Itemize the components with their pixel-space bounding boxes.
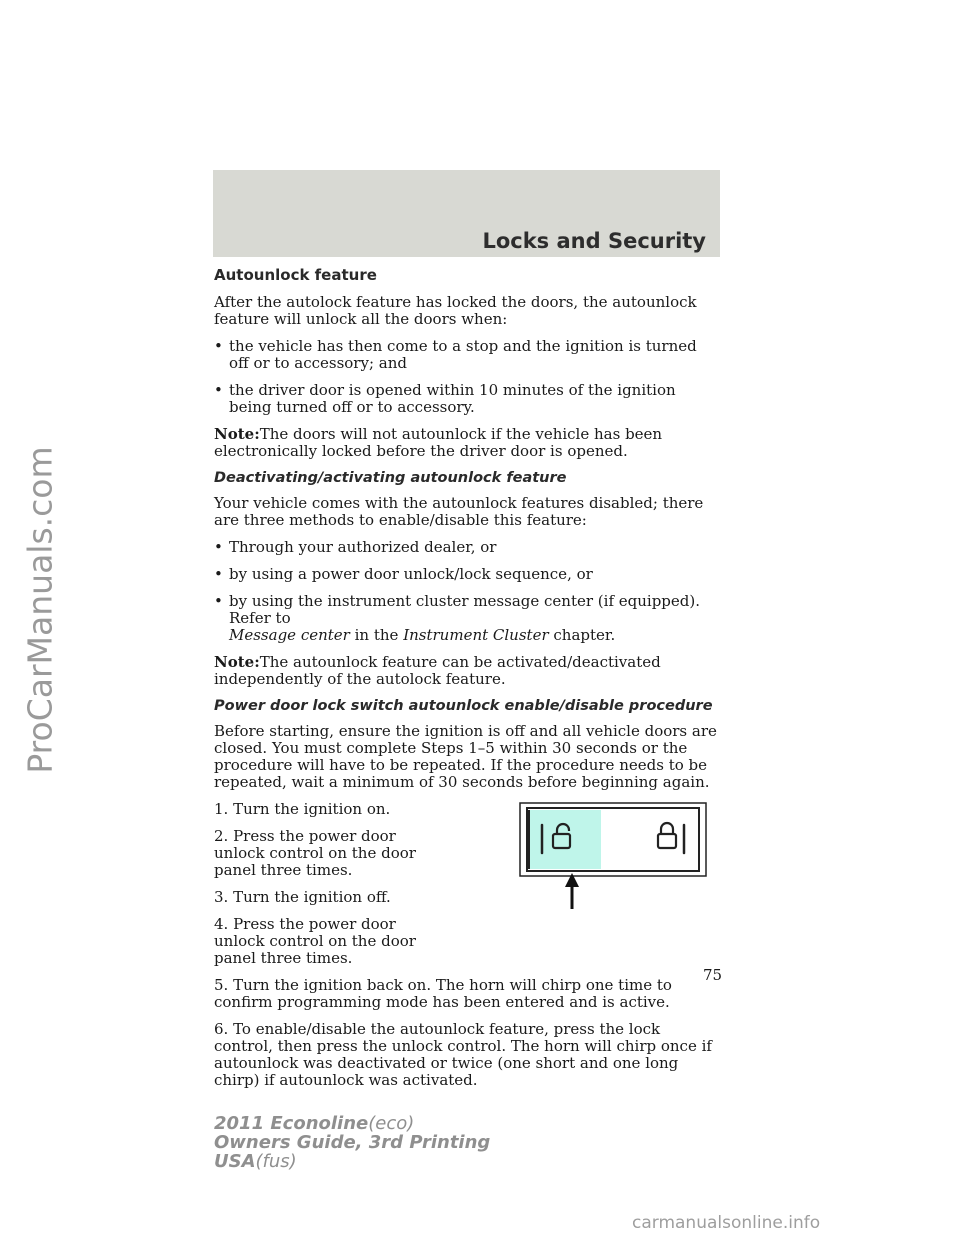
heading-autounlock: Autounlock feature [214,266,377,284]
page-number: 75 [703,966,723,984]
site-watermark: carmanualsonline.info [632,1213,821,1233]
autounlock-intro: After the autolock feature has locked the doors, the autounlock feature will unlock all the doors when: [214,293,697,328]
deactivating-intro: Your vehicle comes with the autounlock features disabled; there are three methods to enable/disable this feature: [214,494,704,529]
step-5: 5. Turn the ignition back on. The horn will chirp one time to confirm programming mode has been entered and is active. [214,976,672,1011]
watermark-text: ProCarManuals.com [20,446,60,774]
step-6: 6. To enable/disable the autounlock feature, press the lock control, then press the unlock control. The horn will chirp once if autounlock was deactivated or twice (one short and one long chirp) if autounlock was activated. [214,1020,712,1089]
door-lock-switch-diagram [518,801,708,911]
step-1: 1. Turn the ignition on. [214,800,391,818]
heading-procedure: Power door lock switch autounlock enable/disable procedure [214,698,713,714]
step-3: 3. Turn the ignition off. [214,888,391,906]
list-item: • the vehicle has then come to a stop and the ignition is turned off or to accessory; and [214,337,697,372]
deactivating-note: Note:The autounlock feature can be activated/deactivated independently of the autolock feature. [214,653,661,688]
instrument-cluster-ref: Instrument Cluster [403,626,549,644]
steps-with-diagram [214,801,720,967]
step-2: 2. Press the power door unlock control on the door panel three times. [214,827,416,879]
unlock-segment-highlight [529,810,601,869]
page-content [214,263,723,1099]
list-item: • Through your authorized dealer, or [214,538,497,556]
arrow-up-icon [565,873,579,909]
list-item: • by using the instrument cluster message center (if equipped). Refer to Message center in the Instrument Cluster chapter. [214,592,701,644]
watermark [18,110,62,1110]
list-item: • by using a power door unlock/lock sequence, or [214,565,593,583]
message-center-ref: Message center [229,626,350,644]
heading-deactivating: Deactivating/activating autounlock feature [214,470,567,486]
autounlock-note: Note:The doors will not autounlock if the vehicle has been electronically locked before the driver door is opened. [214,425,663,460]
procedure-intro: Before starting, ensure the ignition is off and all vehicle doors are closed. You must complete Steps 1–5 within 30 seconds or the procedure will have to be repeated. If the procedure needs to be repeated, wait a minimum of 30 seconds before beginning again. [214,722,717,791]
list-item: • the driver door is opened within 10 minutes of the ignition being turned off or to accessory. [214,381,676,416]
footer: 2011 Econoline(eco) Owners Guide, 3rd Printing USA(fus) [214,1113,491,1172]
section-title: Locks and Security [482,229,706,253]
section-header [213,170,720,257]
step-4: 4. Press the power door unlock control on the door panel three times. [214,915,416,967]
